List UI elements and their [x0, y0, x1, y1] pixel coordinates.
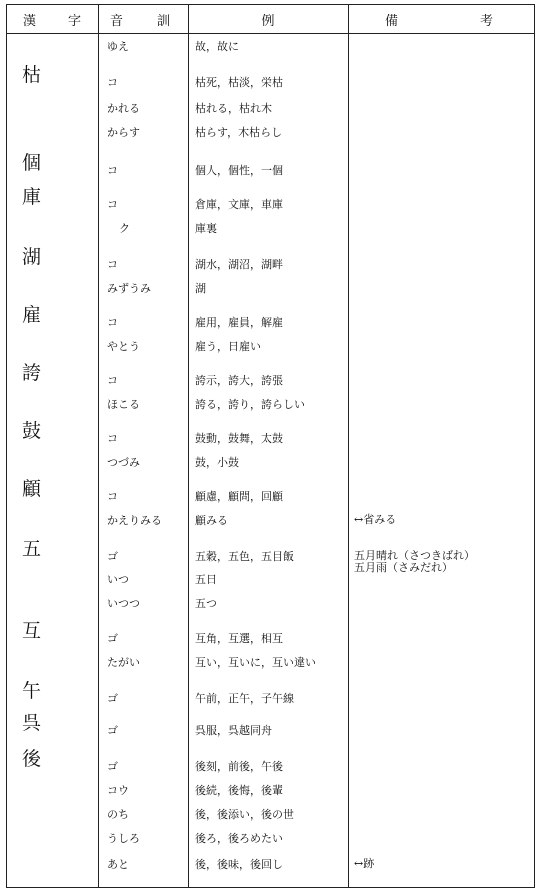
row-example: 雇用，雇員，解雇: [195, 316, 283, 329]
row-example: 枯らす，木枯らし: [195, 126, 283, 139]
row-kanji: 鼓: [22, 420, 42, 442]
row-reading: ほこる: [107, 398, 140, 411]
row-reading: やとう: [107, 340, 140, 353]
row-reading: ゴ: [107, 692, 118, 705]
header-kanji-char-2: 字: [67, 13, 81, 29]
row-reading: コ: [107, 76, 118, 89]
row-reading: ゴ: [107, 632, 118, 645]
row-example: 顧みる: [195, 514, 228, 527]
row-kanji: 呉: [22, 712, 42, 734]
row-example: 後，後味，後回し: [195, 858, 283, 871]
header-divider: [7, 33, 534, 34]
row-reading: コ: [107, 316, 118, 329]
row-reading: コ: [107, 258, 118, 271]
header-reading-char-2: 訓: [156, 13, 170, 29]
row-example: 後続，後悔，後輩: [195, 784, 283, 797]
row-reading: ゴ: [107, 550, 118, 563]
row-example: 後刻，前後，午後: [195, 760, 283, 773]
row-reading: かえりみる: [107, 514, 162, 527]
header-notes: [385, 5, 493, 33]
header-reading-char-1: 音: [110, 13, 124, 29]
row-reading: ゆえ: [107, 40, 129, 53]
row-kanji: 五: [22, 538, 42, 560]
row-example: 枯死，枯淡，栄枯: [195, 76, 283, 89]
kanji-table: [6, 4, 535, 888]
row-reading: ク: [119, 222, 130, 235]
row-reading: ゴ: [107, 724, 118, 737]
row-reading: つづみ: [107, 456, 140, 469]
row-example: 鼓，小鼓: [195, 456, 239, 469]
row-reading: コ: [107, 374, 118, 387]
row-example: 互い，互いに，互い違い: [195, 656, 316, 669]
row-reading: コ: [107, 432, 118, 445]
header-notes-char-1: 備: [385, 13, 399, 29]
row-example: 互角，互選，相互: [195, 632, 283, 645]
row-kanji: 午: [22, 680, 42, 702]
row-kanji: 雇: [22, 304, 42, 326]
row-reading: コ: [107, 164, 118, 177]
row-example: 雇う，日雇い: [195, 340, 261, 353]
row-reading: いつつ: [107, 597, 140, 610]
row-reading: ゴ: [107, 760, 118, 773]
row-kanji: 湖: [22, 246, 42, 268]
row-example: 五日: [195, 573, 217, 586]
header-example: [188, 5, 348, 33]
header-kanji-char-1: 漢: [23, 13, 37, 29]
row-kanji: 誇: [22, 362, 42, 384]
row-reading: あと: [107, 858, 129, 871]
row-kanji: 庫: [22, 186, 42, 208]
row-example: 湖水，湖沼，湖畔: [195, 258, 283, 271]
row-example: 呉服，呉越同舟: [195, 724, 272, 737]
row-reading: からす: [107, 126, 140, 139]
row-kanji: 枯: [22, 64, 42, 86]
column-divider-3: [348, 5, 349, 887]
column-divider-1: [98, 5, 99, 887]
row-reading: かれる: [107, 102, 140, 115]
row-example: 庫裏: [195, 222, 217, 235]
row-example: 五つ: [195, 597, 217, 610]
column-divider-2: [188, 5, 189, 887]
row-example: 顧慮，顧問，回顧: [195, 490, 283, 503]
row-example: 後，後添い，後の世: [195, 808, 294, 821]
row-kanji: 個: [22, 152, 42, 174]
row-example: 個人，個性，一個: [195, 164, 283, 177]
row-reading: たがい: [107, 656, 140, 669]
header-notes-char-2: 考: [479, 13, 493, 29]
row-kanji: 顧: [22, 478, 42, 500]
row-note: 五月晴れ（さつきばれ） 五月雨（さみだれ）: [354, 549, 475, 574]
row-note: ↔省みる: [354, 513, 397, 526]
row-example: 枯れる，枯れ木: [195, 102, 272, 115]
header-example-char: 例: [261, 13, 275, 29]
row-example: 後ろ，後ろめたい: [195, 832, 283, 845]
row-kanji: 互: [22, 620, 42, 642]
row-example: 五穀，五色，五目飯: [195, 550, 294, 563]
row-reading: コ: [107, 198, 118, 211]
row-note: ↔跡: [354, 857, 375, 870]
row-example: 湖: [195, 282, 206, 295]
row-reading: コウ: [107, 784, 129, 797]
row-reading: コ: [107, 490, 118, 503]
row-example: 倉庫，文庫，車庫: [195, 198, 283, 211]
row-example: 故，故に: [195, 40, 239, 53]
row-example: 誇る，誇り，誇らしい: [195, 398, 305, 411]
row-reading: うしろ: [107, 832, 140, 845]
header-kanji: [23, 5, 81, 33]
row-reading: のち: [107, 808, 129, 821]
row-reading: いつ: [107, 573, 129, 586]
row-example: 午前，正午，子午線: [195, 692, 294, 705]
row-kanji: 後: [22, 748, 42, 770]
row-reading: みずうみ: [107, 282, 151, 295]
header-reading: [110, 5, 170, 33]
row-example: 鼓動，鼓舞，太鼓: [195, 432, 283, 445]
row-example: 誇示，誇大，誇張: [195, 374, 283, 387]
